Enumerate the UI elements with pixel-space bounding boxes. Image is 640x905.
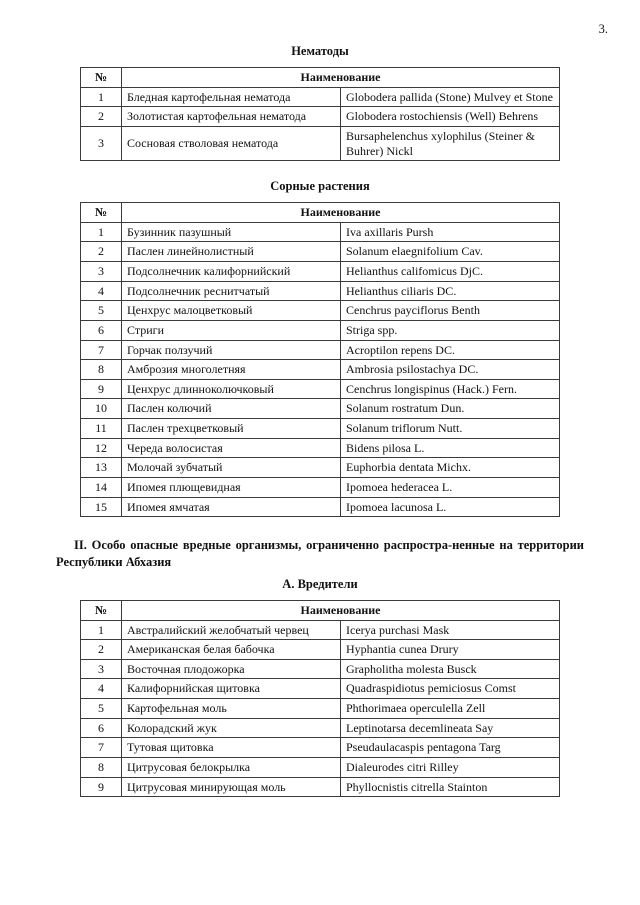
table-header-row [81, 600, 560, 620]
cell-number: 5 [81, 699, 122, 719]
table-header-row [81, 68, 560, 88]
cell-number: 10 [81, 399, 122, 419]
cell-name: Сосновая стволовая нематода [122, 126, 341, 160]
cell-name: Бузинник пазушный [122, 222, 341, 242]
table-row [81, 301, 560, 321]
column-header-name: Наименование [122, 600, 560, 620]
cell-name: Череда волосистая [122, 438, 341, 458]
table-row [81, 738, 560, 758]
column-header-number: № [81, 203, 122, 223]
cell-latin-name: Bidens pilosa L. [341, 438, 560, 458]
cell-name: Стриги [122, 320, 341, 340]
cell-latin-name: Ipomoea hederacea L. [341, 477, 560, 497]
cell-number: 12 [81, 438, 122, 458]
cell-number: 7 [81, 738, 122, 758]
table-row [81, 262, 560, 282]
table-header-row [81, 203, 560, 223]
cell-name: Паслен линейнолистный [122, 242, 341, 262]
table-row [81, 281, 560, 301]
table-nematodes [80, 67, 560, 161]
cell-number: 11 [81, 419, 122, 439]
table-wrapper-nematodes [56, 67, 584, 161]
cell-name: Ценхрус малоцветковый [122, 301, 341, 321]
section-title-pests: А. Вредители [282, 576, 358, 591]
column-header-number: № [81, 68, 122, 88]
cell-latin-name: Bursaphelenchus xylophilus (Steiner & Buhrer) Nickl [341, 126, 560, 160]
table-row [81, 659, 560, 679]
table-wrapper-pests [56, 600, 584, 797]
cell-number: 1 [81, 620, 122, 640]
cell-latin-name: Solanum triflorum Nutt. [341, 419, 560, 439]
cell-number: 5 [81, 301, 122, 321]
table-row [81, 126, 560, 160]
cell-name: Ипомея ямчатая [122, 497, 341, 517]
cell-latin-name: Grapholitha molesta Busck [341, 659, 560, 679]
page-number: 3. [598, 22, 608, 36]
cell-number: 2 [81, 242, 122, 262]
cell-latin-name: Leptinotarsa decemlineata Say [341, 718, 560, 738]
cell-number: 9 [81, 379, 122, 399]
cell-name: Восточная плодожорка [122, 659, 341, 679]
cell-number: 9 [81, 777, 122, 797]
table-row [81, 458, 560, 478]
cell-latin-name: Striga spp. [341, 320, 560, 340]
cell-name: Американская белая бабочка [122, 640, 341, 660]
cell-latin-name: Euphorbia dentata Michx. [341, 458, 560, 478]
cell-latin-name: Phthorimaea operculella Zell [341, 699, 560, 719]
cell-latin-name: Ipomoea lacunosa L. [341, 497, 560, 517]
table-row [81, 107, 560, 127]
cell-name: Горчак ползучий [122, 340, 341, 360]
cell-name: Колорадский жук [122, 718, 341, 738]
table-row [81, 620, 560, 640]
cell-name: Цитрусовая минирующая моль [122, 777, 341, 797]
table-row [81, 419, 560, 439]
cell-name: Цитрусовая белокрылка [122, 757, 341, 777]
cell-number: 2 [81, 107, 122, 127]
cell-latin-name: Cenchrus payciflorus Benth [341, 301, 560, 321]
table-row [81, 87, 560, 107]
section-title-weeds: Сорные растения [270, 179, 370, 194]
cell-latin-name: Phyllocnistis citrella Stainton [341, 777, 560, 797]
column-header-number: № [81, 600, 122, 620]
cell-number: 15 [81, 497, 122, 517]
table-weeds [80, 202, 560, 517]
column-header-name: Наименование [122, 68, 560, 88]
cell-name: Бледная картофельная нематода [122, 87, 341, 107]
column-header-name: Наименование [122, 203, 560, 223]
cell-latin-name: Globodera pallida (Stone) Mulvey et Stone [341, 87, 560, 107]
table-row [81, 497, 560, 517]
cell-latin-name: Solanum rostratum Dun. [341, 399, 560, 419]
cell-name: Амброзия многолетняя [122, 360, 341, 380]
cell-number: 1 [81, 222, 122, 242]
cell-number: 1 [81, 87, 122, 107]
cell-name: Ценхрус длинноколючковый [122, 379, 341, 399]
table-row [81, 777, 560, 797]
cell-number: 8 [81, 360, 122, 380]
cell-number: 14 [81, 477, 122, 497]
cell-number: 7 [81, 340, 122, 360]
cell-latin-name: Pseudaulacaspis pentagona Targ [341, 738, 560, 758]
cell-number: 8 [81, 757, 122, 777]
cell-latin-name: Helianthus califomicus DjC. [341, 262, 560, 282]
cell-name: Золотистая картофельная нематода [122, 107, 341, 127]
cell-name: Австралийский желобчатый червец [122, 620, 341, 640]
cell-latin-name: Ambrosia psilostachya DC. [341, 360, 560, 380]
cell-number: 4 [81, 281, 122, 301]
cell-name: Паслен колючий [122, 399, 341, 419]
cell-latin-name: Dialeurodes citri Rilley [341, 757, 560, 777]
cell-name: Паслен трехцветковый [122, 419, 341, 439]
cell-latin-name: Helianthus ciliaris DC. [341, 281, 560, 301]
table-row [81, 679, 560, 699]
cell-latin-name: Icerya purchasi Mask [341, 620, 560, 640]
section-title-nematodes: Нематоды [291, 44, 349, 58]
cell-name: Молочай зубчатый [122, 458, 341, 478]
table-wrapper-weeds [56, 202, 584, 517]
table-row [81, 718, 560, 738]
table-row [81, 360, 560, 380]
cell-latin-name: Quadraspidiotus pemiciosus Comst [341, 679, 560, 699]
cell-latin-name: Iva axillaris Pursh [341, 222, 560, 242]
cell-number: 3 [81, 262, 122, 282]
cell-number: 6 [81, 718, 122, 738]
cell-latin-name: Cenchrus longispinus (Hack.) Fern. [341, 379, 560, 399]
cell-name: Калифорнийская щитовка [122, 679, 341, 699]
cell-number: 2 [81, 640, 122, 660]
cell-number: 13 [81, 458, 122, 478]
table-row [81, 699, 560, 719]
table-row [81, 222, 560, 242]
cell-latin-name: Hyphantia cunea Drury [341, 640, 560, 660]
cell-name: Подсолнечник калифорнийский [122, 262, 341, 282]
table-row [81, 477, 560, 497]
cell-number: 3 [81, 126, 122, 160]
table-pests [80, 600, 560, 797]
cell-name: Картофельная моль [122, 699, 341, 719]
table-row [81, 399, 560, 419]
cell-number: 4 [81, 679, 122, 699]
table-row [81, 340, 560, 360]
cell-name: Подсолнечник реснитчатый [122, 281, 341, 301]
table-row [81, 242, 560, 262]
cell-latin-name: Globodera rostochiensis (Well) Behrens [341, 107, 560, 127]
cell-latin-name: Acroptilon repens DC. [341, 340, 560, 360]
table-row [81, 640, 560, 660]
table-row [81, 757, 560, 777]
cell-number: 6 [81, 320, 122, 340]
cell-name: Ипомея плющевидная [122, 477, 341, 497]
cell-latin-name: Solanum elaegnifolium Cav. [341, 242, 560, 262]
cell-number: 3 [81, 659, 122, 679]
cell-name: Тутовая щитовка [122, 738, 341, 758]
table-row [81, 379, 560, 399]
table-row [81, 438, 560, 458]
table-row [81, 320, 560, 340]
chapter-heading: II. Особо опасные вредные организмы, ограниченно распростра-ненные на территории Республики Абхазия [56, 538, 584, 569]
